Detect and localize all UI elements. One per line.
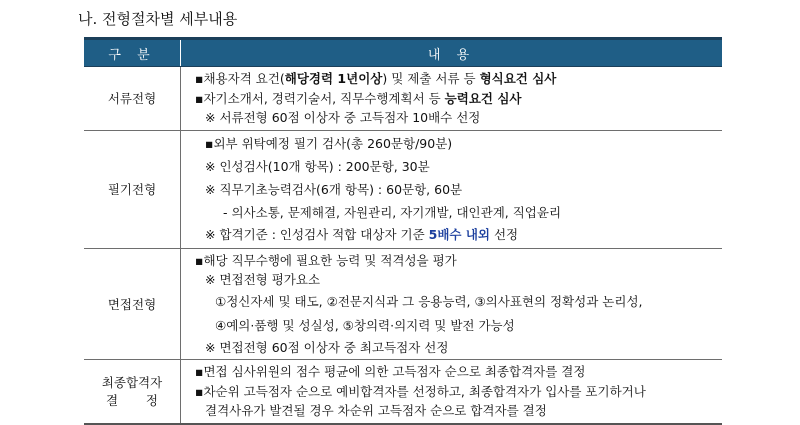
content-line: ▪해당 직무수행에 필요한 능력 및 적격성을 평가 (195, 252, 457, 268)
content-line: ①정신자세 및 태도, ②전문지식과 그 응용능력, ③의사표현의 정확성과 논리성, (215, 293, 643, 309)
content-line: ▪면접 심사위원의 점수 평균에 의한 고득점자 순으로 최종합격자를 결정 (195, 364, 586, 379)
label-line (106, 391, 158, 409)
content-line: ※ 직무기초능력검사(6개 항목) : 60문항, 60분 (205, 181, 463, 197)
header-content: 내 용 (181, 39, 723, 67)
row-content-document-screening (181, 67, 723, 131)
content-line: 결격사유가 발견될 경우 차순위 고득점자 순으로 합격자를 결정 (205, 403, 547, 418)
text-segment: ) 및 제출 서류 등 (382, 71, 480, 86)
row-content-final-decision (181, 360, 723, 424)
label-char: 정 (145, 393, 158, 409)
content-line: - 의사소통, 문제해결, 자원관리, 자기개발, 대인관계, 직업윤리 (223, 204, 562, 220)
content-line: ※ 면접전형 60점 이상자 중 최고득점자 선정 (205, 339, 449, 355)
table-row-written-test (84, 130, 722, 248)
row-content-interview (181, 248, 723, 360)
content-line: ▪외부 위탁예정 필기 검사(총 260문항/90분) (205, 135, 453, 151)
table-row-document-screening (84, 67, 722, 131)
content-line: ※ 면접전형 평가요소 (205, 272, 321, 287)
table-row-final-decision (84, 360, 722, 424)
content-line: ※ 서류전형 60점 이상자 중 고득점자 10배수 선정 (205, 110, 481, 125)
label-line: 최종합격자 (101, 375, 163, 391)
table-row-interview (84, 248, 722, 360)
content-line (187, 89, 716, 109)
row-label-document-screening: 서류전형 (84, 67, 181, 131)
text-segment: ▪채용자격 요건( (195, 71, 285, 86)
content-line: ④예의·품행 및 성실성, ⑤창의력·의지력 및 발전 가능성 (215, 317, 515, 333)
row-label-interview: 면접전형 (84, 248, 181, 360)
content-line (187, 69, 716, 89)
content-line: ▪차순위 고득점자 순으로 예비합격자를 선정하고, 최종합격자가 입사를 포기하거나 (195, 383, 646, 399)
text-segment: ※ 합격기준 : 인성검사 적합 대상자 기준 (205, 226, 429, 242)
row-label-final-decision (84, 360, 181, 424)
row-label-written-test: 필기전형 (84, 130, 181, 248)
label-char: 결 (106, 393, 119, 409)
section-title: 나. 전형절차별 세부내용 (78, 10, 238, 28)
bold-text: 해당경력 1년이상 (284, 71, 383, 86)
content-line (187, 224, 716, 246)
text-segment: 선정 (489, 226, 519, 242)
text-segment: ▪자기소개서, 경력기술서, 직무수행계획서 등 (195, 90, 445, 106)
content-line: ※ 인성검사(10개 항목) : 200문항, 30분 (205, 158, 430, 174)
row-content-written-test (181, 130, 723, 248)
selection-process-table (84, 37, 722, 425)
highlight-text: 5배수 내외 (428, 226, 490, 242)
bold-text: 능력요건 심사 (444, 90, 522, 106)
table-header-row (84, 39, 722, 67)
bold-text: 형식요건 심사 (479, 71, 557, 86)
header-category: 구 분 (84, 39, 181, 67)
